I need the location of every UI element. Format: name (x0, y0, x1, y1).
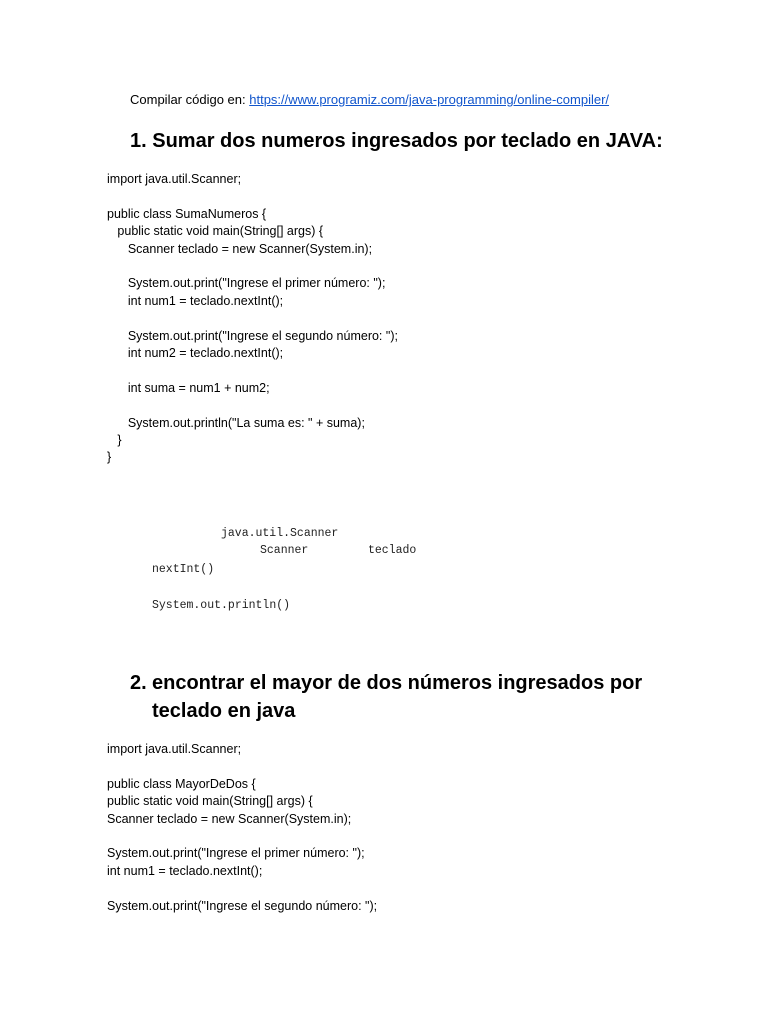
code-line (107, 397, 398, 414)
section-1-code (107, 171, 398, 467)
code-line: public static void main(String[] args) { (107, 224, 324, 239)
section-2-title-line-1: encontrar el mayor de dos números ingresados por (152, 672, 643, 694)
fragment-teclado-var: teclado (368, 544, 417, 557)
code-line: } (107, 433, 122, 448)
code-line (107, 362, 398, 379)
fragment-import-class: java.util.Scanner (221, 527, 339, 540)
section-1-title: Sumar dos numeros ingresados por teclado en JAVA: (152, 130, 663, 152)
code-line: System.out.print("Ingrese el primer número: "); (107, 846, 365, 861)
code-line (107, 758, 377, 775)
section-1-heading (130, 127, 663, 155)
code-line (107, 310, 398, 327)
section-2-title-line-2: teclado en java (152, 700, 296, 722)
section-2-number: 2. (130, 672, 147, 694)
code-line: public class SumaNumeros { (107, 206, 267, 221)
section-2-heading (130, 669, 642, 725)
compiler-note (130, 91, 609, 108)
compiler-label: Compilar código en: (130, 92, 250, 107)
fragment-nextint-method: nextInt() (152, 563, 215, 576)
code-line (107, 188, 398, 205)
code-line: import java.util.Scanner; (107, 742, 242, 756)
code-line: import java.util.Scanner; (107, 172, 242, 186)
code-line: } (107, 450, 112, 465)
code-line: public static void main(String[] args) { (107, 794, 313, 809)
code-line: System.out.print("Ingrese el segundo número: "); (107, 328, 398, 343)
code-line: System.out.print("Ingrese el segundo número: "); (107, 898, 378, 913)
code-line (107, 880, 377, 897)
code-line: Scanner teclado = new Scanner(System.in); (107, 811, 352, 826)
code-line: Scanner teclado = new Scanner(System.in); (107, 241, 373, 256)
code-line (107, 828, 377, 845)
section-2-code (107, 741, 377, 915)
fragment-println-method: System.out.println() (152, 599, 291, 612)
code-line: int num1 = teclado.nextInt(); (107, 293, 284, 308)
compiler-link[interactable]: https://www.programiz.com/java-programming/online-compiler/ (249, 92, 610, 107)
section-1-number: 1. (130, 130, 147, 152)
code-line: int num1 = teclado.nextInt(); (107, 863, 263, 878)
code-line: public class MayorDeDos { (107, 776, 256, 791)
code-line: int num2 = teclado.nextInt(); (107, 346, 284, 361)
fragment-scanner-class: Scanner (260, 544, 309, 557)
code-line: System.out.println("La suma es: " + suma); (107, 415, 365, 430)
code-line: System.out.print("Ingrese el primer número: "); (107, 276, 386, 291)
code-line (107, 258, 398, 275)
code-line: int suma = num1 + num2; (107, 380, 270, 395)
